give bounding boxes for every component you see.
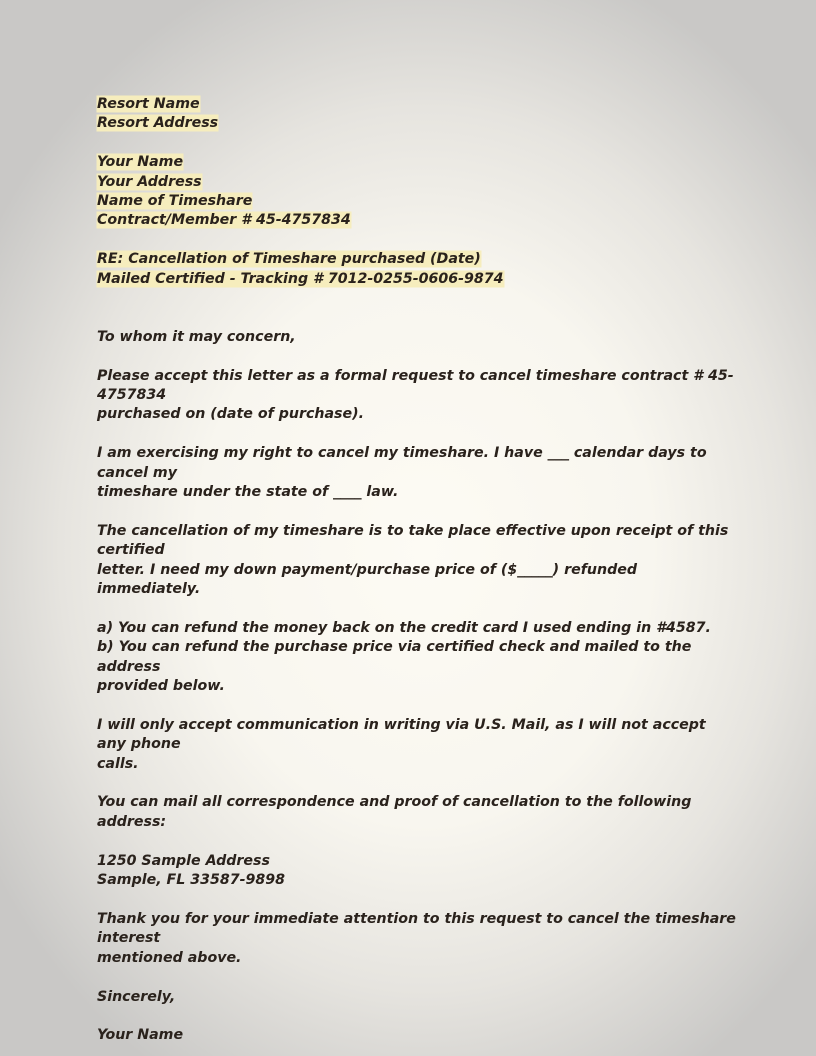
subject: RE: Cancellation of Timeshare purchased (Date) <box>97 251 481 268</box>
your-name-line <box>97 153 737 172</box>
spacer <box>97 502 737 521</box>
paragraph-request-line2: purchased on (date of purchase). <box>97 406 364 423</box>
timeshare-name-line <box>97 192 737 211</box>
paragraph-communication-line1: I will only accept communication in writing via U.S. Mail, as I will not accept any phone <box>97 716 706 753</box>
timeshare-name: Name of Timeshare <box>97 193 253 210</box>
spacer <box>97 289 737 328</box>
mailed-line <box>97 270 737 289</box>
resort-name: Resort Name <box>97 96 200 112</box>
spacer <box>97 696 737 715</box>
spacer <box>97 774 737 793</box>
option-b-line1: b) You can refund the purchase price via certified check and mailed to the address <box>97 639 692 675</box>
spacer <box>97 968 737 987</box>
spacer <box>97 1007 737 1026</box>
tracking-number: Mailed Certified - Tracking # 7012-0255-0606-9874 <box>97 270 504 287</box>
option-a: a) You can refund the money back on the credit card I used ending in #4587. <box>97 619 711 636</box>
re-line <box>97 250 737 269</box>
resort-name-line <box>97 95 737 114</box>
paragraph-right-line2: timeshare under the state of ____ law. <box>97 484 399 501</box>
spacer <box>97 231 737 250</box>
spacer <box>97 134 737 153</box>
spacer <box>97 832 737 851</box>
closing: Sincerely, <box>97 988 176 1005</box>
paragraph-right-line1: I am exercising my right to cancel my timeshare. I have ___ calendar days to cancel my <box>97 445 707 481</box>
option-b-line2: provided below. <box>97 678 225 695</box>
salutation: To whom it may concern, <box>97 328 296 345</box>
paragraph-thanks-line1: Thank you for your immediate attention to this request to cancel the timeshare interest <box>97 910 736 947</box>
mailing-address-line2: Sample, FL 33587-9898 <box>97 872 285 889</box>
paragraph-request-line1: Please accept this letter as a formal request to cancel timeshare contract # 45-4757834 <box>97 367 734 404</box>
spacer <box>97 891 737 910</box>
mailing-address-line1: 1250 Sample Address <box>97 852 270 869</box>
paragraph-effective-line1: The cancellation of my timeshare is to take place effective upon receipt of this certified <box>97 522 729 559</box>
contract-number: Contract/Member # 45-4757834 <box>97 212 351 229</box>
spacer <box>97 599 737 618</box>
signature-name: Your Name <box>97 1027 184 1044</box>
resort-address-line <box>97 114 737 133</box>
spacer <box>97 425 737 444</box>
paragraph-effective-line2: letter. I need my down payment/purchase price of ($_____) refunded immediately. <box>97 561 638 598</box>
paragraph-thanks-line2: mentioned above. <box>97 949 242 966</box>
paragraph-communication-line2: calls. <box>97 755 139 772</box>
your-address-line <box>97 173 737 192</box>
contract-line <box>97 211 737 230</box>
your-address: Your Address <box>97 173 202 190</box>
cancellation-letter <box>97 95 737 1046</box>
your-name: Your Name <box>97 154 184 171</box>
spacer <box>97 347 737 366</box>
paragraph-mail: You can mail all correspondence and proof of cancellation to the following address: <box>97 794 692 830</box>
resort-address: Resort Address <box>97 115 219 132</box>
